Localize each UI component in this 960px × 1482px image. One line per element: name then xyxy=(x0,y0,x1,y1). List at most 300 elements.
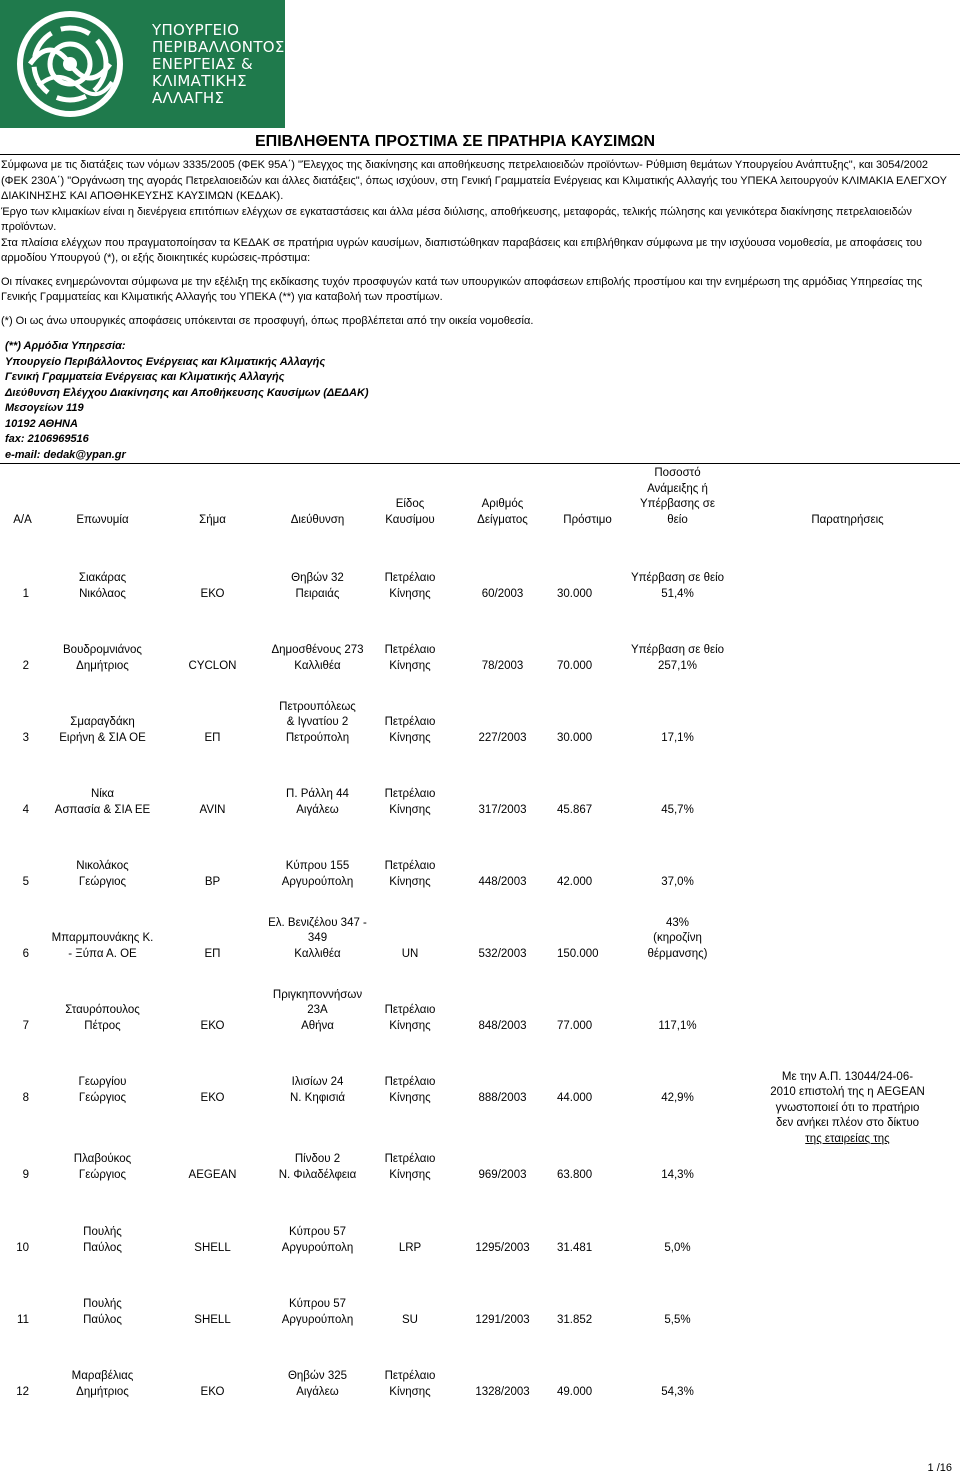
cell-address-line: Πριγκηποννήσων xyxy=(272,988,363,1001)
table-row xyxy=(0,602,960,674)
cell-fuel-line: Κίνησης xyxy=(389,1385,431,1398)
header-line: Ανάμειξης ή xyxy=(647,482,708,495)
cell-name-line: Πουλής xyxy=(83,1298,122,1310)
cell-name-line: Ασπασία & ΣΙΑ ΕΕ xyxy=(54,803,151,816)
cell-pct xyxy=(620,890,735,962)
cell-brand-line: SHELL xyxy=(194,1313,231,1326)
cell-fuel-line: Πετρέλαιο xyxy=(384,644,436,656)
cell-brand-line: ΕΚΟ xyxy=(200,587,225,600)
cell-notes-line: Με την Α.Π. 13044/24-06- xyxy=(781,1070,914,1083)
cell-name xyxy=(45,818,160,890)
cell-name xyxy=(45,1328,160,1400)
cell-sample xyxy=(450,818,555,890)
cell-fuel xyxy=(370,1034,450,1106)
cell-pct xyxy=(620,1106,735,1183)
table-row xyxy=(0,530,960,602)
cell-brand xyxy=(160,1106,265,1183)
cell-address-line: Πετρούπολη xyxy=(285,731,350,744)
cell-pct xyxy=(620,674,735,746)
cell-aa-line: 1 xyxy=(22,587,29,600)
table-row xyxy=(0,1034,960,1106)
cell-sample xyxy=(450,1256,555,1328)
header-aa: Α/Α xyxy=(13,513,32,526)
cell-fuel-line: SU xyxy=(402,1313,418,1326)
cell-brand xyxy=(160,1034,265,1106)
cell-aa xyxy=(0,1106,45,1183)
cell-name xyxy=(45,674,160,746)
cell-fuel-line: LRP xyxy=(398,1241,422,1254)
cell-fuel-line: Πετρέλαιο xyxy=(384,788,436,800)
cell-pct-line: 43% xyxy=(665,916,690,929)
table-row xyxy=(0,746,960,818)
header-fuel xyxy=(370,464,450,530)
cell-fuel xyxy=(370,746,450,818)
cell-fuel-line: Κίνησης xyxy=(389,803,431,816)
cell-address xyxy=(265,746,370,818)
cell-address xyxy=(265,962,370,1034)
cell-fine xyxy=(555,818,620,890)
cell-brand xyxy=(160,1328,265,1400)
cell-notes xyxy=(735,890,960,962)
cell-fine-line: 45.867 xyxy=(557,803,593,816)
intro-paragraph: Οι πίνακες ενημερώνονται σύμφωνα με την εξέλιξη της εκδίκασης τυχόν προσφυγών κατά των υπουργικών αποφάσεων επιβολής προστίμου και την ενημέρωση της αρμόδιας Υπηρεσίας της Γενικής Γραμματείας και Κλιματικής Αλλαγής του ΥΠΕΚΑ (**) για καταβολή των προστίμων. xyxy=(1,275,923,303)
table-row xyxy=(0,1256,960,1328)
cell-sample-line: 1328/2003 xyxy=(475,1385,530,1398)
header-fine: Πρόστιμο xyxy=(563,513,612,526)
authority-line: Υπουργείο Περιβάλλοντος Ενέργειας και Κλιματικής Αλλαγής xyxy=(5,355,326,368)
cell-address-line: Αιγάλεω xyxy=(296,803,339,816)
intro-text xyxy=(1,158,956,329)
table-header-row xyxy=(0,464,960,530)
page-number: 1 /16 xyxy=(927,1462,952,1474)
cell-fine-line: 42.000 xyxy=(557,875,593,888)
cell-brand-line: ΕΚΟ xyxy=(200,1091,225,1104)
cell-fine xyxy=(555,530,620,602)
cell-fine xyxy=(555,1034,620,1106)
cell-name-line: Νικολάκος xyxy=(76,860,129,872)
header-line: Αριθμός xyxy=(481,498,524,510)
cell-address xyxy=(265,1183,370,1256)
header-notes: Παρατηρήσεις xyxy=(811,513,884,526)
cell-fine xyxy=(555,962,620,1034)
cell-fine-line: 63.800 xyxy=(557,1168,593,1181)
cell-name-line: Παύλος xyxy=(83,1241,122,1254)
cell-brand xyxy=(160,674,265,746)
cell-name xyxy=(45,602,160,674)
cell-aa-line: 6 xyxy=(22,947,29,960)
cell-sample-line: 227/2003 xyxy=(478,731,527,744)
cell-pct xyxy=(620,602,735,674)
cell-address-line: 349 xyxy=(307,932,328,944)
cell-address xyxy=(265,530,370,602)
cell-fuel xyxy=(370,602,450,674)
cell-sample xyxy=(450,1106,555,1183)
cell-address xyxy=(265,1328,370,1400)
cell-sample-line: 888/2003 xyxy=(478,1091,527,1104)
cell-fuel xyxy=(370,674,450,746)
cell-aa xyxy=(0,818,45,890)
table-body xyxy=(0,530,960,1400)
authority-line[interactable]: e-mail: dedak@ypan.gr xyxy=(5,448,126,461)
cell-name-line: Δημήτριος xyxy=(76,1385,129,1398)
cell-pct-line: 5,0% xyxy=(664,1241,691,1254)
cell-aa-line: 5 xyxy=(22,875,29,888)
cell-sample-line: 60/2003 xyxy=(481,587,524,600)
cell-fuel-line: Κίνησης xyxy=(389,1091,431,1104)
cell-aa xyxy=(0,890,45,962)
cell-aa xyxy=(0,746,45,818)
cell-sample-line: 969/2003 xyxy=(478,1168,527,1181)
table-row xyxy=(0,1328,960,1400)
cell-address-line: Ν. Φιλαδέλφεια xyxy=(278,1168,357,1181)
cell-notes-line: δεν ανήκει πλέον στο δίκτυο xyxy=(775,1117,920,1130)
cell-notes-line: της εταιρείας της xyxy=(805,1132,890,1145)
authority-line: Μεσογείων 119 xyxy=(5,402,84,414)
cell-aa-line: 10 xyxy=(16,1241,29,1254)
cell-address-line: Κύπρου 57 xyxy=(288,1226,347,1238)
authority-line: Γενική Γραμματεία Ενέργειας και Κλιματικής Αλλαγής xyxy=(5,371,285,383)
header-pct xyxy=(620,464,735,530)
cell-pct xyxy=(620,1256,735,1328)
cell-fine-line: 49.000 xyxy=(557,1385,593,1398)
fines-table xyxy=(0,464,960,1400)
cell-aa xyxy=(0,1256,45,1328)
cell-name-line: Σμαραγδάκη xyxy=(70,716,135,728)
cell-fuel xyxy=(370,818,450,890)
cell-notes xyxy=(735,1183,960,1256)
header-line: Καυσίμου xyxy=(385,513,435,526)
cell-notes xyxy=(735,1328,960,1400)
cell-address-line: Θηβών 32 xyxy=(291,572,344,584)
cell-aa-line: 4 xyxy=(22,803,29,816)
authority-line: 10192 ΑΘΗΝΑ xyxy=(5,417,78,430)
cell-address-line: Ιλισίων 24 xyxy=(291,1076,344,1088)
cell-pct-line: 37,0% xyxy=(661,875,694,888)
cell-fuel xyxy=(370,1256,450,1328)
cell-aa-line: 12 xyxy=(16,1385,29,1398)
ministry-line: ΥΠΟΥΡΓΕΙΟ xyxy=(152,21,240,39)
cell-sample xyxy=(450,1034,555,1106)
cell-name xyxy=(45,746,160,818)
cell-fine-line: 77.000 xyxy=(557,1019,593,1032)
cell-name-line: Γεωργίου xyxy=(78,1076,127,1088)
cell-brand-line: ΕΚΟ xyxy=(200,1385,225,1398)
cell-fuel xyxy=(370,1183,450,1256)
cell-address xyxy=(265,818,370,890)
cell-brand-line: BP xyxy=(204,875,221,888)
header-sample xyxy=(450,464,555,530)
cell-notes xyxy=(735,602,960,674)
cell-sample-line: 1291/2003 xyxy=(475,1313,530,1326)
cell-brand xyxy=(160,746,265,818)
cell-brand-line: SHELL xyxy=(194,1241,231,1254)
cell-address xyxy=(265,1256,370,1328)
page-title: ΕΠΙΒΛΗΘΕΝΤΑ ΠΡΟΣΤΙΜΑ ΣΕ ΠΡΑΤΗΡΙΑ ΚΑΥΣΙΜΩΝ xyxy=(255,133,656,150)
cell-brand xyxy=(160,530,265,602)
cell-fine-line: 70.000 xyxy=(557,659,593,672)
cell-sample-line: 848/2003 xyxy=(478,1019,527,1032)
cell-name-line: Γεώργιος xyxy=(78,875,127,888)
cell-pct-line: θέρμανσης) xyxy=(647,947,708,960)
ministry-line: ΠΕΡΙΒΑΛΛΟΝΤΟΣ xyxy=(152,38,285,56)
authority-block xyxy=(5,339,369,463)
cell-fuel xyxy=(370,1328,450,1400)
ministry-line: ΕΝΕΡΓΕΙΑΣ & xyxy=(152,55,253,73)
ministry-logo xyxy=(0,0,285,128)
authority-line: (**) Αρμόδια Υπηρεσία: xyxy=(5,340,126,352)
ministry-emblem-icon xyxy=(8,6,140,122)
cell-fine-line: 31.481 xyxy=(557,1241,593,1254)
cell-fuel-line: Κίνησης xyxy=(389,659,431,672)
cell-notes-line: γνωστοποιεί ότι το πρατήριο xyxy=(775,1101,920,1114)
cell-name-line: Γεώργιος xyxy=(78,1091,127,1104)
cell-sample xyxy=(450,674,555,746)
cell-name-line: Σταυρόπουλος xyxy=(65,1004,140,1016)
cell-brand xyxy=(160,602,265,674)
ministry-name xyxy=(152,22,285,107)
cell-fuel-line: Κίνησης xyxy=(389,875,431,888)
cell-brand-line: ΕΚΟ xyxy=(200,1019,225,1032)
cell-name xyxy=(45,1256,160,1328)
cell-sample-line: 448/2003 xyxy=(478,875,527,888)
header-line: Είδος xyxy=(395,498,425,510)
cell-address-line: Πίνδου 2 xyxy=(294,1153,341,1165)
cell-aa xyxy=(0,674,45,746)
cell-notes xyxy=(735,962,960,1034)
cell-fuel xyxy=(370,1106,450,1183)
cell-name xyxy=(45,530,160,602)
cell-pct xyxy=(620,1328,735,1400)
authority-line: Διεύθυνση Ελέγχου Διακίνησης και Αποθήκευσης Καυσίμων (ΔΕΔΑΚ) xyxy=(5,386,369,399)
cell-pct-line: 45,7% xyxy=(661,803,694,816)
cell-aa xyxy=(0,602,45,674)
cell-fine-line: 30.000 xyxy=(557,587,593,600)
cell-fine xyxy=(555,1183,620,1256)
cell-brand xyxy=(160,1183,265,1256)
cell-address-line: Αργυρούπολη xyxy=(281,1313,354,1326)
cell-fine xyxy=(555,674,620,746)
cell-name-line: Μπαρμπουνάκης Κ. xyxy=(51,932,154,944)
cell-address-line: Ν. Κηφισιά xyxy=(289,1091,346,1104)
cell-fuel-line: Πετρέλαιο xyxy=(384,1004,436,1016)
cell-notes-line: 2010 επιστολή της η AEGEAN xyxy=(770,1086,925,1099)
intro-paragraph: Έργο των κλιμακίων είναι η διενέργεια επιτόπιων ελέγχων σε εγκαταστάσεις και άλλα μέσα διύλισης, αποθήκευσης, μεταφοράς, τελικής πώλησης και γενικότερα διακίνησης πετρελαιοειδών προϊόντων. xyxy=(1,205,912,233)
cell-sample-line: 317/2003 xyxy=(478,803,527,816)
cell-pct-line: 54,3% xyxy=(661,1385,694,1398)
intro-paragraph: Στα πλαίσια ελέγχων που πραγματοποίησαν τα ΚΕΔΑΚ σε πρατήρια υγρών καυσίμων, διαπιστώθηκαν παραβάσεις και επιβλήθηκαν σύμφωνα με την ισχύουσα νομοθεσία, με αποφάσεις του αρμοδίου Υπουργού (*), οι εξής διοικητικές κυρώσεις-πρόστιμα: xyxy=(1,236,923,264)
cell-fine xyxy=(555,602,620,674)
cell-fuel-line: Πετρέλαιο xyxy=(384,1153,436,1165)
header-line: θείο xyxy=(667,513,688,526)
table-row xyxy=(0,818,960,890)
cell-address xyxy=(265,674,370,746)
table-row xyxy=(0,962,960,1034)
cell-fuel xyxy=(370,890,450,962)
cell-address-line: Αργυρούπολη xyxy=(281,1241,354,1254)
cell-address xyxy=(265,1106,370,1183)
cell-fuel-line: Κίνησης xyxy=(389,1019,431,1032)
header-line: Δείγματος xyxy=(477,513,528,526)
cell-brand-line: AVIN xyxy=(199,803,226,816)
cell-fuel-line: UN xyxy=(401,947,419,960)
cell-sample xyxy=(450,1328,555,1400)
cell-address-line: Θηβών 325 xyxy=(287,1370,348,1382)
ministry-line: ΚΛΙΜΑΤΙΚΗΣ xyxy=(152,72,247,90)
cell-pct-line: 257,1% xyxy=(657,659,697,672)
cell-aa xyxy=(0,1183,45,1256)
cell-name-line: - Ξύπα Α. ΟΕ xyxy=(68,947,137,960)
cell-pct-line: 17,1% xyxy=(661,731,694,744)
cell-brand xyxy=(160,1256,265,1328)
cell-aa xyxy=(0,530,45,602)
cell-pct-line: Υπέρβαση σε θείο xyxy=(630,644,725,656)
cell-pct-line: 51,4% xyxy=(661,587,694,600)
cell-pct-line: Υπέρβαση σε θείο xyxy=(630,572,725,584)
header-line: Ποσοστό xyxy=(654,467,701,479)
cell-brand-line: CYCLON xyxy=(188,659,237,672)
cell-aa-line: 11 xyxy=(17,1313,29,1326)
cell-fine-line: 30.000 xyxy=(557,731,593,744)
cell-sample xyxy=(450,890,555,962)
cell-name-line: Γεώργιος xyxy=(78,1168,127,1181)
cell-notes xyxy=(735,530,960,602)
cell-fuel-line: Κίνησης xyxy=(389,587,431,600)
cell-notes xyxy=(735,1256,960,1328)
cell-address-line: Αργυρούπολη xyxy=(281,875,354,888)
cell-address-line: Ελ. Βενιζέλου 347 - xyxy=(268,916,367,929)
cell-fuel-line: Πετρέλαιο xyxy=(384,716,436,728)
authority-line: fax: 2106969516 xyxy=(5,433,89,445)
cell-sample xyxy=(450,530,555,602)
table-row xyxy=(0,674,960,746)
cell-brand-line: AEGEAN xyxy=(188,1168,237,1181)
cell-pct-line: 42,9% xyxy=(661,1091,694,1104)
cell-address-line: Καλλιθέα xyxy=(294,947,341,960)
cell-address-line: Πετρουπόλεως xyxy=(279,700,356,713)
cell-name xyxy=(45,1106,160,1183)
cell-name-line: Νικόλαος xyxy=(79,587,126,600)
cell-aa xyxy=(0,1328,45,1400)
cell-brand-line: ΕΠ xyxy=(204,947,221,960)
cell-name xyxy=(45,1183,160,1256)
cell-fine-line: 150.000 xyxy=(557,947,599,960)
header-address: Διεύθυνση xyxy=(290,513,345,526)
cell-address-line: Αθήνα xyxy=(301,1019,334,1032)
cell-pct-line: 14,3% xyxy=(661,1168,694,1181)
divider xyxy=(0,154,960,155)
cell-name-line: Βουδρομνιάνος xyxy=(63,644,142,656)
cell-fine xyxy=(555,1328,620,1400)
cell-pct xyxy=(620,818,735,890)
cell-pct-line: 5,5% xyxy=(664,1313,691,1326)
cell-sample xyxy=(450,1183,555,1256)
cell-aa-line: 3 xyxy=(22,731,29,744)
cell-pct xyxy=(620,1183,735,1256)
cell-address-line: & Ιγνατίου 2 xyxy=(286,716,349,728)
cell-notes xyxy=(735,1034,960,1183)
cell-pct xyxy=(620,530,735,602)
cell-address-line: Κύπρου 155 xyxy=(285,860,350,872)
cell-brand xyxy=(160,818,265,890)
cell-name-line: Μαραβέλιας xyxy=(71,1370,134,1382)
cell-name-line: Σιακάρας xyxy=(78,572,127,584)
cell-fuel xyxy=(370,530,450,602)
cell-address xyxy=(265,1034,370,1106)
cell-fine xyxy=(555,1106,620,1183)
cell-fuel-line: Πετρέλαιο xyxy=(384,860,436,872)
cell-fuel-line: Κίνησης xyxy=(389,731,431,744)
cell-aa xyxy=(0,1034,45,1106)
cell-brand-line: ΕΠ xyxy=(204,731,221,744)
cell-fine-line: 44.000 xyxy=(557,1091,593,1104)
cell-fuel-line: Πετρέλαιο xyxy=(384,1370,436,1382)
intro-paragraph: Σύμφωνα με τις διατάξεις των νόμων 3335/2005 (ΦΕΚ 95Α΄) "Έλεγχος της διακίνησης και αποθήκευσης πετρελαιοειδών προϊόντων- Ρύθμιση θεμάτων Υπουργείου Ανάπτυξης", και 3054/2002 (ΦΕΚ 230Α΄) "Οργάνωση της αγοράς Πετρελαιοειδών και άλλες διατάξεις", όπως ισχύουν, στη Γενική Γραμματεία Ενέργειας και Κλιματικής Αλλαγής του ΥΠΕΚΑ λειτουργούν ΚΛΙΜΑΚΙΑ ΕΛΕΓΧΟΥ ΔΙΑΚΙΝΗΣΗΣ ΚΑΙ ΑΠΟΘΗΚΕΥΣΗΣ ΚΑΥΣΙΜΩΝ (ΚΕΔΑΚ). xyxy=(1,159,947,202)
cell-pct-line: 117,1% xyxy=(658,1019,697,1032)
cell-name-line: Πέτρος xyxy=(84,1019,121,1032)
cell-brand xyxy=(160,890,265,962)
cell-aa xyxy=(0,962,45,1034)
cell-fine xyxy=(555,1256,620,1328)
cell-sample xyxy=(450,602,555,674)
cell-address-line: Αιγάλεω xyxy=(296,1385,339,1398)
cell-name xyxy=(45,890,160,962)
cell-name-line: Παύλος xyxy=(83,1313,122,1326)
cell-notes xyxy=(735,746,960,818)
intro-paragraph: (*) Οι ως άνω υπουργικές αποφάσεις υπόκεινται σε προσφυγή, όπως προβλέπεται από την οικεία νομοθεσία. xyxy=(1,314,534,327)
ministry-line: ΑΛΛΑΓΗΣ xyxy=(152,89,225,107)
cell-name-line: Πουλής xyxy=(83,1226,122,1238)
cell-name-line: Πλαβούκος xyxy=(73,1153,132,1165)
cell-fine xyxy=(555,746,620,818)
cell-name-line: Ειρήνη & ΣΙΑ ΟΕ xyxy=(59,731,146,744)
cell-address xyxy=(265,602,370,674)
cell-pct xyxy=(620,962,735,1034)
cell-brand xyxy=(160,962,265,1034)
cell-fuel-line: Κίνησης xyxy=(389,1168,431,1181)
cell-fuel xyxy=(370,962,450,1034)
cell-name-line: Νίκα xyxy=(90,788,115,800)
header-brand: Σήμα xyxy=(199,513,226,526)
cell-address xyxy=(265,890,370,962)
cell-pct xyxy=(620,746,735,818)
cell-name xyxy=(45,1034,160,1106)
cell-name xyxy=(45,962,160,1034)
cell-fine xyxy=(555,890,620,962)
cell-fine-line: 31.852 xyxy=(557,1313,593,1326)
cell-aa-line: 9 xyxy=(22,1168,29,1181)
header-line: Υπέρβασης σε xyxy=(640,498,715,510)
cell-fuel-line: Πετρέλαιο xyxy=(384,1076,436,1088)
header-name: Επωνυμία xyxy=(76,513,129,526)
cell-sample xyxy=(450,746,555,818)
table-row xyxy=(0,1183,960,1256)
cell-sample-line: 1295/2003 xyxy=(475,1241,530,1254)
cell-aa-line: 2 xyxy=(22,659,29,672)
cell-fuel-line: Πετρέλαιο xyxy=(384,572,436,584)
cell-pct-line: (κηροζίνη xyxy=(653,932,702,944)
cell-address-line: Κύπρου 57 xyxy=(288,1298,347,1310)
cell-aa-line: 8 xyxy=(22,1091,29,1104)
cell-sample-line: 78/2003 xyxy=(481,659,524,672)
cell-sample xyxy=(450,962,555,1034)
cell-address-line: Π. Ράλλη 44 xyxy=(286,788,349,800)
cell-address-line: Καλλιθέα xyxy=(294,659,341,672)
cell-notes xyxy=(735,674,960,746)
cell-address-line: 23Α xyxy=(307,1004,328,1016)
cell-aa-line: 7 xyxy=(22,1019,29,1032)
cell-pct xyxy=(620,1034,735,1106)
cell-name-line: Δημήτριος xyxy=(76,659,129,672)
